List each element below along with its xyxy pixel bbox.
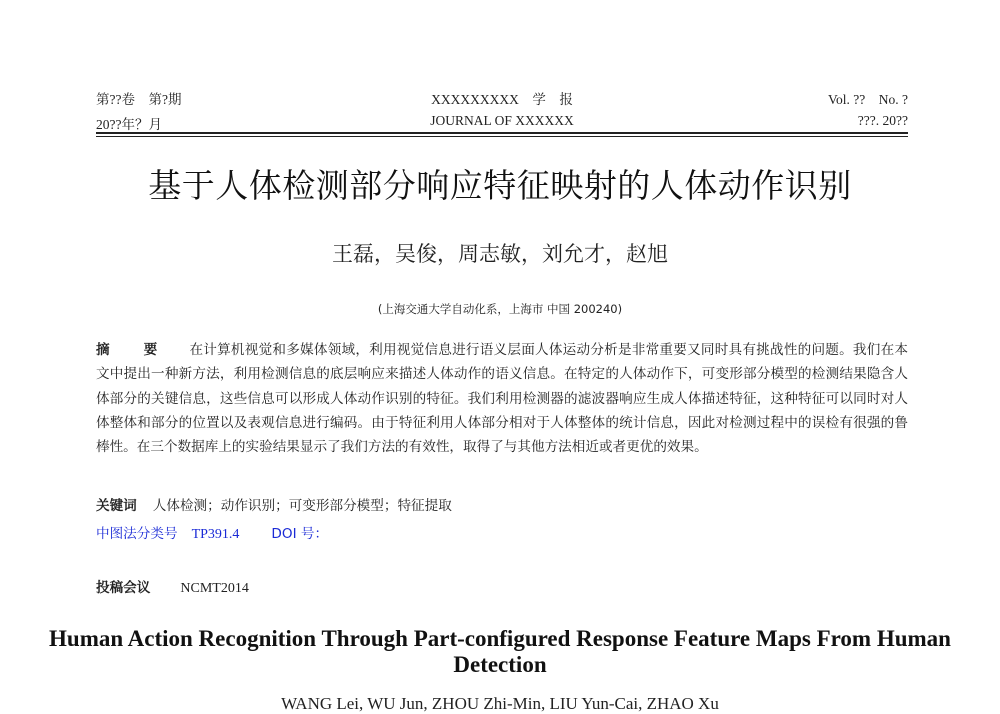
journal-name-en: JOURNAL OF XXXXXX	[430, 113, 574, 128]
abstract-label: 摘 要	[96, 342, 168, 358]
authors-cn: 王磊，吴俊，周志敏，刘允才，赵旭	[332, 242, 668, 266]
header-rule-thin	[96, 136, 908, 137]
keywords-text: 人体检测；动作识别；可变形部分模型；特征提取	[152, 498, 452, 514]
running-header-bottom	[96, 113, 908, 131]
doi-label: DOI 号：	[271, 526, 329, 542]
date-cn: 20??年？月	[96, 117, 162, 132]
running-header-top	[96, 88, 908, 106]
classification-line	[96, 522, 908, 543]
abstract-text: 在计算机视觉和多媒体领域，利用视觉信息进行语义层面人体运动分析是非常重要又同时具有挑战性的问题。我们在本文中提出一种新方法，利用检测信息的底层响应来描述人体动作的语义信息。在特定的人体动作下，可变形部分模型的检测结果隐含人体部分的关键信息，这些信息可以形成人体动作识别的特征。我们利用检测器的滤波器响应生成人体描述特征，这种特征可以同时对人体整体和部分的位置以及表观信息进行编码。由于特征利用人体部分相对于人体整体的统计信息，因此对检测过程中的误检有很强的鲁棒性。在三个数据库上的实验结果显示了我们方法的有效性，取得了与其他方法相近或者更优的效果。	[96, 342, 908, 456]
keywords	[96, 494, 908, 514]
conference-value: NCMT2014	[180, 581, 249, 596]
journal-name-cn: XXXXXXXXX 学 报	[431, 92, 573, 107]
header-rule-thick	[96, 132, 908, 134]
authors-en: WANG Lei, WU Jun, ZHOU Zhi-Min, LIU Yun-Cai, ZHAO Xu	[281, 694, 719, 713]
conference-line	[96, 576, 908, 597]
affiliation-cn: (上海交通大学自动化系，上海市 中国 200240)	[377, 302, 623, 316]
clc-value: TP391.4	[191, 527, 240, 542]
volume-issue: 第??卷 第?期	[96, 92, 182, 107]
paper-title-cn: 基于人体检测部分响应特征映射的人体动作识别	[148, 166, 852, 205]
abstract-cn	[96, 338, 908, 459]
paper-title-en: Human Action Recognition Through Part-configured Response Feature Maps From Human Detection	[49, 626, 951, 677]
vol-no: Vol. ?? No. ?	[828, 92, 908, 107]
conference-label: 投稿会议	[96, 580, 151, 596]
keywords-label: 关键词	[96, 498, 137, 514]
date-en: ???. 20??	[857, 113, 908, 128]
clc-label: 中图法分类号	[96, 526, 178, 542]
